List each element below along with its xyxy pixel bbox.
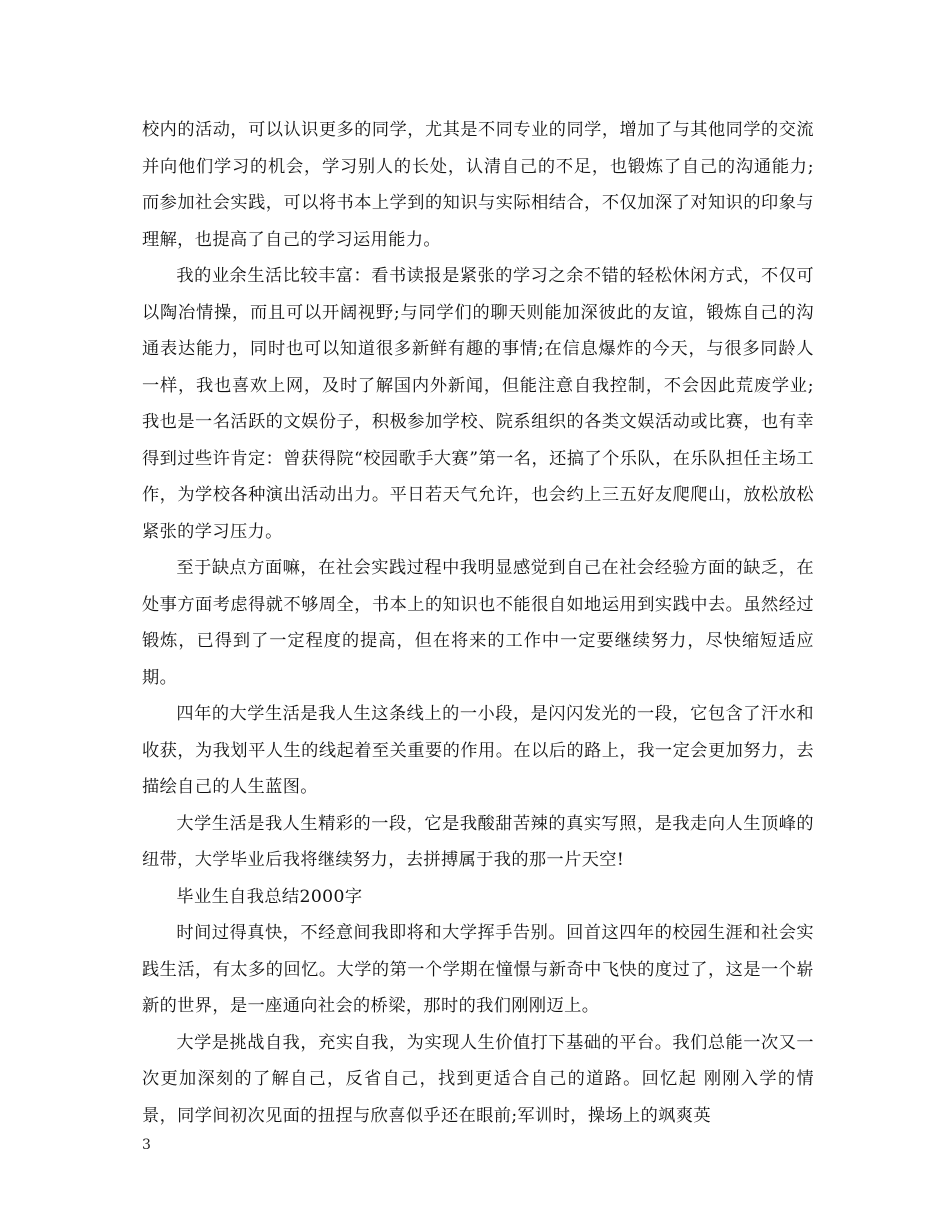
paragraph-shortcomings: 至于缺点方面嘛，在社会实践过程中我明显感觉到自己在社会经验方面的缺乏，在处事方面考虑得就不够周全，书本上的知识也不能很自如地运用到实践中去。虽然经过锻炼，已得到了一定程度的提高，但在将来的工作中一定要继续努力，尽快缩短适应期。	[142, 558, 814, 688]
paragraph-challenge-self: 大学是挑战自我，充实自我，为实现人生价值打下基础的平台。我们总能一次又一次更加深刻的了解自己，反省自己，找到更适合自己的道路。回忆起 刚刚入学的情景，同学间初次见面的扭捏与欣喜似乎还在眼前;军训时，操场上的飒爽英	[142, 1032, 814, 1126]
paragraph-four-years: 四年的大学生活是我人生这条线上的一小段，是闪闪发光的一段，它包含了汗水和收获，为我划平人生的线起着至关重要的作用。在以后的路上，我一定会更加努力，去描绘自己的人生蓝图。	[142, 704, 814, 797]
paragraph-leisure-life: 我的业余生活比较丰富：看书读报是紧张的学习之余不错的轻松休闲方式，不仅可以陶冶情操，而且可以开阔视野;与同学们的聊天则能加深彼此的友谊，锻炼自己的沟通表达能力，同时也可以知道很多新鲜有趣的事情;在信息爆炸的今天，与很多同龄人一样，我也喜欢上网，及时了解国内外新闻，但能注意自我控制，不会因此荒废学业;我也是一名活跃的文娱份子，积极参加学校、院系组织的各类文娱活动或比赛，也有幸得到过些许肯定：曾获得院“校园歌手大赛”第一名，还搞了个乐队，在乐队担任主场工作，为学校各种演出活动出力。平日若天气允许，也会约上三五好友爬爬山，放松放松紧张的学习压力。	[142, 266, 814, 542]
page-number: 3	[142, 1137, 151, 1153]
paragraph-university-life: 大学生活是我人生精彩的一段，它是我酸甜苦辣的真实写照，是我走向人生顶峰的纽带，大学毕业后我将继续努力，去拼搏属于我的那一片天空!	[142, 813, 814, 870]
section-heading: 毕业生自我总结2000字	[176, 886, 363, 907]
document-body	[142, 112, 814, 1134]
paragraph-time-flies: 时间过得真快，不经意间我即将和大学挥手告别。回首这四年的校园生涯和社会实践生活，有太多的回忆。大学的第一个学期在憧憬与新奇中飞快的度过了，这是一个崭新的世界，是一座通向社会的桥梁，那时的我们刚刚迈上。	[142, 923, 814, 1016]
paragraph-campus-activities: 校内的活动，可以认识更多的同学，尤其是不同专业的同学，增加了与其他同学的交流并向他们学习的机会，学习别人的长处，认清自己的不足，也锻炼了自己的沟通能力;而参加社会实践，可以将书本上学到的知识与实际相结合，不仅加深了对知识的印象与理解，也提高了自己的学习运用能力。	[142, 120, 814, 250]
